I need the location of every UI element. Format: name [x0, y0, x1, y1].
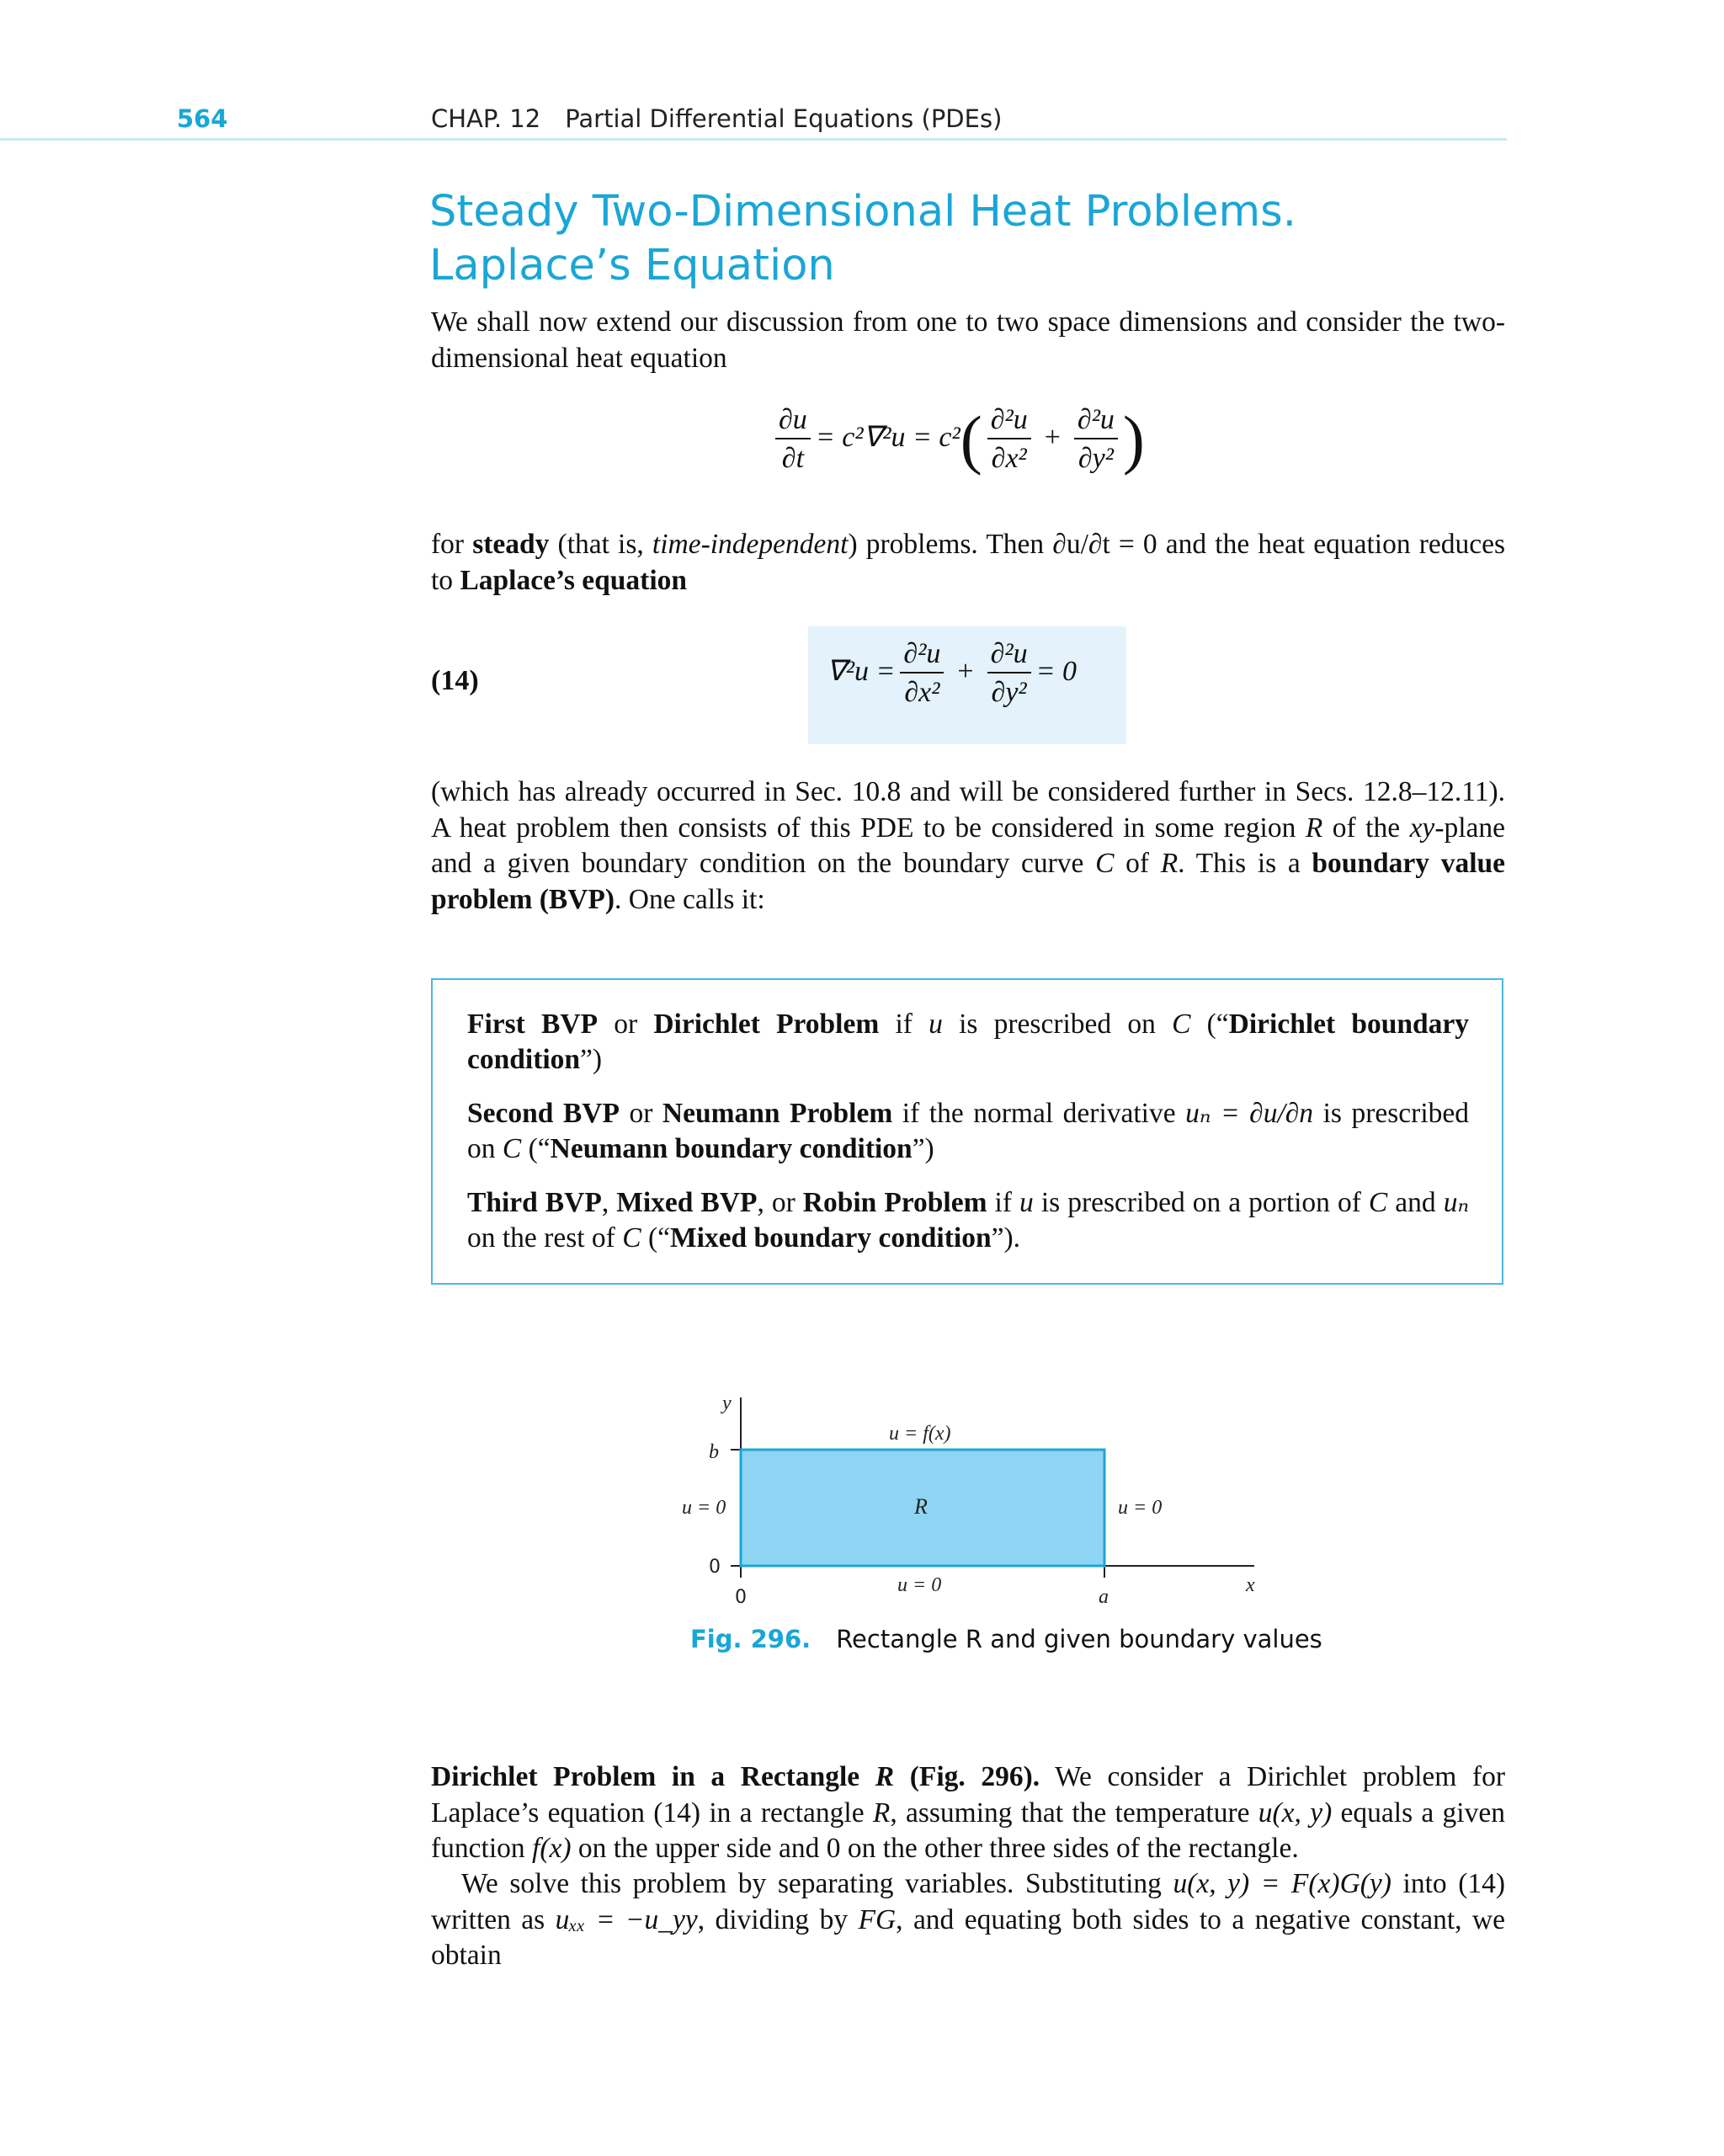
dirichlet-rectangle-paragraph [431, 1759, 1505, 1867]
bold-fig-ref: (Fig. 296). [894, 1761, 1040, 1792]
left-paren: ( [960, 402, 982, 476]
y-axis-label: y [722, 1392, 732, 1414]
italic: C [622, 1222, 641, 1254]
text: ”) [912, 1133, 934, 1164]
text: . One calls it: [615, 883, 765, 915]
text: is prescribed on a portion of [1033, 1187, 1369, 1218]
text: of [1114, 848, 1161, 879]
italic: u [929, 1009, 943, 1040]
text: is prescribed on [942, 1009, 1173, 1040]
left-boundary-label: u = 0 [682, 1497, 726, 1519]
right-paren: ) [1122, 402, 1145, 476]
bold-laplace-equation: Laplace’s equation [460, 564, 688, 596]
italic: FG [858, 1903, 897, 1935]
italic: xy [1409, 812, 1435, 844]
bold: Mixed BVP [616, 1187, 758, 1218]
numerator: ∂²u [900, 638, 944, 673]
denominator: ∂x² [904, 677, 940, 708]
heat-equation [770, 404, 1145, 475]
bold: Second BVP [467, 1098, 620, 1129]
section-title [429, 185, 1296, 293]
caption-text: Rectangle R and given boundary values [836, 1625, 1322, 1653]
bold: Neumann boundary condition [550, 1133, 913, 1164]
equation-14-label: (14) [431, 665, 479, 696]
plus-sign: + [1044, 421, 1061, 453]
zero-left-label: 0 [709, 1557, 721, 1578]
bold-italic-r: R [875, 1761, 895, 1792]
text: ) problems. Then ∂u/∂t = 0 and the heat equation reduces to [431, 529, 1506, 596]
text: and [1387, 1187, 1444, 1218]
separation-paragraph [431, 1866, 1505, 1974]
steady-paragraph [431, 527, 1505, 599]
italic: C [502, 1133, 522, 1164]
italic: uₙ [1443, 1187, 1470, 1218]
text: of the [1322, 812, 1410, 844]
text: or [598, 1009, 654, 1040]
italic-time-independent: time-independent [652, 529, 849, 560]
intro-paragraph: We shall now extend our discussion from one to two space dimensions and consider the two-dimensional heat equation [431, 306, 1505, 374]
bold: Dirichlet boundary condition [467, 1009, 1470, 1075]
bold: Mixed boundary condition [669, 1222, 992, 1254]
frac-d2u-dy2 [987, 638, 1031, 709]
heat-eq-middle: = c²∇²u = c² [815, 421, 960, 453]
caption-label: Fig. 296. [690, 1625, 811, 1653]
text: if [987, 1187, 1020, 1218]
frac-d2u-dy2 [1074, 404, 1118, 475]
running-head: CHAP. 12 Partial Differential Equations (PDEs) [431, 104, 1003, 133]
numerator: ∂²u [987, 638, 1031, 673]
bold-steady: steady [472, 529, 550, 560]
bold-run-in-head: Dirichlet Problem in a Rectangle [431, 1761, 875, 1792]
section-title-line1: Steady Two-Dimensional Heat Problems. [429, 187, 1296, 237]
italic: C [1368, 1187, 1388, 1218]
text: . This is a [1178, 848, 1312, 879]
bold: Neumann Problem [662, 1098, 893, 1129]
x-axis-label: x [1246, 1574, 1255, 1596]
denominator: ∂t [781, 443, 805, 474]
text: , dividing by [697, 1903, 859, 1935]
italic: R [872, 1797, 891, 1829]
text: for [431, 529, 473, 560]
italic: uₓₓ = −u_yy [555, 1903, 698, 1935]
text: equals a given function [431, 1797, 1505, 1864]
laplace-rhs: = 0 [1035, 655, 1078, 687]
text: ”). [991, 1222, 1020, 1254]
plus-sign: + [957, 655, 974, 687]
frac-d2u-dx2 [987, 404, 1031, 475]
bold: First BVP [467, 1009, 599, 1040]
right-boundary-label: u = 0 [1118, 1497, 1163, 1519]
text: on the upper side and 0 on the other three sides of the rectangle. [571, 1833, 1299, 1864]
italic: uₙ = ∂u/∂n [1185, 1098, 1314, 1129]
text: , or [757, 1187, 803, 1218]
figure-296-diagram [657, 1381, 1263, 1616]
denominator: ∂x² [991, 443, 1027, 474]
laplace-equation [827, 638, 1077, 709]
italic: R [1160, 848, 1179, 879]
text: into (14) written as [431, 1868, 1506, 1935]
bold-bvp: boundary value problem (BVP) [431, 848, 1506, 915]
italic: C [1172, 1009, 1191, 1040]
header-rule [0, 138, 1507, 141]
bold: Third BVP [467, 1187, 602, 1218]
italic: u(x, y) = F(x)G(y) [1173, 1868, 1391, 1899]
first-bvp-definition [467, 1007, 1469, 1078]
italic: C [1095, 848, 1115, 879]
numerator: ∂²u [1074, 404, 1118, 439]
second-bvp-definition [467, 1096, 1469, 1167]
text: We consider a Dirichlet problem for Laplace’s equation (14) in a rectangle [431, 1761, 1505, 1829]
text: (“ [641, 1222, 670, 1254]
section-title-line2: Laplace’s Equation [429, 241, 835, 290]
text: , and equating both sides to a negative constant, we obtain [431, 1903, 1505, 1971]
text: We solve this problem by separating variables. Substituting [461, 1868, 1173, 1899]
text: if the normal derivative [892, 1098, 1186, 1129]
text: (which has already occurred in Sec. 10.8 and will be considered further in Secs. 12.8–12.11). A heat problem then consists of this PDE to be considered in some region [431, 776, 1505, 844]
italic: u [1019, 1187, 1034, 1218]
a-label: a [1099, 1586, 1109, 1608]
figure-296-caption [690, 1625, 1322, 1653]
laplace-lhs: ∇²u = [827, 655, 896, 687]
numerator: ∂u [775, 404, 811, 439]
italic: R [1305, 812, 1323, 844]
third-bvp-definition [467, 1185, 1469, 1256]
frac-d2u-dx2 [900, 638, 944, 709]
page-number: 564 [177, 104, 228, 133]
frac-du-dt [775, 404, 811, 475]
italic: u(x, y) [1258, 1797, 1333, 1829]
text: , [601, 1187, 617, 1218]
numerator: ∂²u [987, 404, 1031, 439]
b-label: b [709, 1441, 719, 1463]
bold: Dirichlet Problem [653, 1009, 880, 1040]
text: on the rest of [467, 1222, 623, 1254]
region-label: R [914, 1494, 928, 1519]
top-boundary-label: u = f(x) [889, 1423, 951, 1445]
text: or [619, 1098, 662, 1129]
bold: Robin Problem [802, 1187, 987, 1218]
bottom-boundary-label: u = 0 [897, 1574, 942, 1596]
text: (that is, [549, 529, 652, 560]
bvp-intro-paragraph [431, 775, 1505, 918]
text: (“ [1190, 1009, 1229, 1040]
text: is prescribed on [467, 1098, 1469, 1164]
text: if [879, 1009, 929, 1040]
text: (“ [521, 1133, 551, 1164]
text: ”) [580, 1044, 603, 1075]
text: , assuming that the temperature [890, 1797, 1258, 1829]
denominator: ∂y² [991, 677, 1027, 708]
zero-bottom-label: 0 [735, 1587, 747, 1608]
text: -plane and a given boundary condition on the boundary curve [431, 812, 1506, 879]
italic: f(x) [532, 1833, 572, 1864]
denominator: ∂y² [1078, 443, 1114, 474]
